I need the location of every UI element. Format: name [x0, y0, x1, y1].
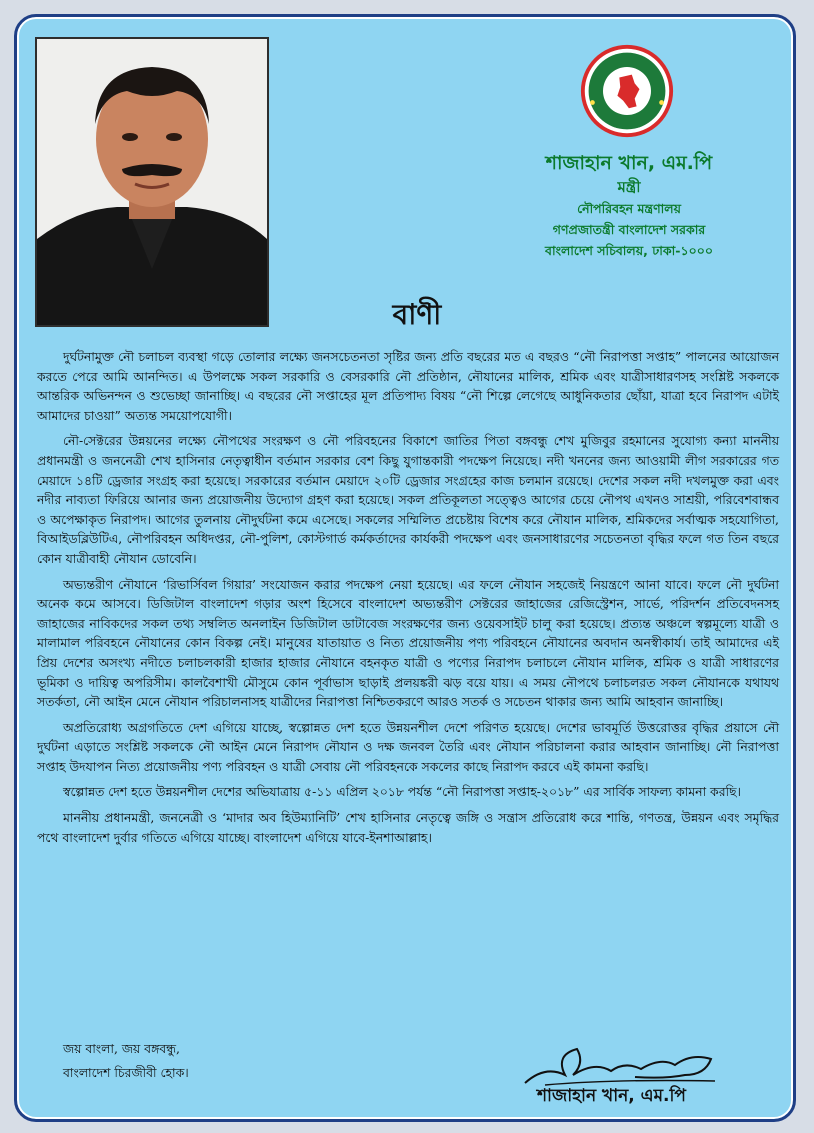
- paragraph: মাননীয় প্রধানমন্ত্রী, জননেত্রী ও ‘মাদার অব হিউম্যানিটি’ শেখ হাসিনার নেতৃত্বে জঙ্গি ও সন্ত্রাস প্রতিরোধ করে শান্তি, গণতন্ত্র, উন্নয়ন এবং সমৃদ্ধির পথে বাংলাদেশ দুর্বার গতিতে এগিয়ে যাচ্ছে। বাংলাদেশ এগিয়ে যাবে-ইনশাআল্লাহ।: [37, 810, 779, 845]
- signature-name: শাজাহান খান, এম.পি: [537, 1086, 686, 1106]
- government-seal-icon: [579, 43, 675, 139]
- paragraph: দুর্ঘটনামুক্ত নৌ চলাচল ব্যবস্থা গড়ে তোলার লক্ষ্যে জনসচেতনতা সৃষ্টির জন্য প্রতি বছরের মত এ বছরও “নৌ নিরাপত্তা সপ্তাহ” পালনের আয়োজন করতে পেরে আমি আনন্দিত। এ উপলক্ষে সকল সরকারি ও বেসরকারি নৌ প্রতিষ্ঠান, নৌযানের মালিক, শ্রমিক এবং যাত্রীসাধারণসহ সংশ্লিষ্ট সকলকে আন্তরিক অভিনন্দন ও শুভেচ্ছা জানাচ্ছি। এ বছরের নৌ সপ্তাহের মূল প্রতিপাদ্য বিষয় “নৌ শিল্পে লেগেছে আধুনিকতার ছোঁয়া, যাত্রা হবে নিরাপদ এটাই আমাদের চাওয়া” অত্যন্ত সময়োপযোগী।: [37, 349, 779, 423]
- paragraph: স্বল্পোন্নত দেশ হতে উন্নয়নশীল দেশের অভিযাত্রায় ৫-১১ এপ্রিল ২০১৮ পর্যন্ত “নৌ নিরাপত্তা সপ্তাহ-২০১৮” এর সার্বিক সাফল্য কামনা করছি।: [63, 784, 741, 800]
- closing-line-1: জয় বাংলা, জয় বঙ্গবন্ধু,: [63, 1041, 180, 1056]
- minister-portrait: [35, 37, 269, 327]
- minister-title: মন্ত্রী: [617, 178, 641, 196]
- portrait-image: [37, 39, 267, 325]
- closing-lines: [63, 1037, 189, 1085]
- message-card: [14, 14, 796, 1122]
- minister-header: [479, 150, 779, 261]
- paragraph: অভ্যন্তরীণ নৌযানে ‘রিভার্সিবল গিয়ার’ সংযোজন করার পদক্ষেপ নেয়া হয়েছে। এর ফলে নৌযান সহজেই নিয়ন্ত্রণে আনা যাবে। ফলে নৌ দুর্ঘটনা অনেক কমে আসবে। ডিজিটাল বাংলাদেশ গড়ার অংশ হিসেবে বাংলাদেশ অভ্যন্তরীণ সেক্টরের জাহাজের রেজিস্ট্রেশন, সার্ভে, পরিদর্শন প্রতিবেদনসহ জাহাজের নাবিকদের সকল তথ্য সম্বলিত অনলাইন ডিজিটাল ডাটাবেজ সংরক্ষণের জন্য ওয়েবসাইট চালু করা হয়েছে। প্রত্যন্ত অঞ্চলে স্বল্পমূল্যে যাত্রী ও মালামাল পরিবহনে নৌযানের কোন বিকল্প নেই। মানুষের যাতায়াত ও নিত্য প্রয়োজনীয় পণ্য পরিবহনে নৌযানের অবদান অনস্বীকার্য। তাই আমাদের এই প্রিয় দেশের অসংখ্য নদীতে চলাচলকারী হাজার হাজার নৌযানে বহনকৃত যাত্রী ও পণ্যের নিরাপদ চলাচলে নৌযান মালিক, শ্রমিক ও যাত্রী সাধারণের ভূমিকা ও দায়িত্ব অপরিসীম। কালবৈশাখী মৌসুমে কোন পূর্বাভাস ছাড়াই প্রলয়ঙ্করী ঝড় বয়ে যায়। এ সময় নৌপথে চলাচলরত সকল নৌযানকে যথাযথ সতর্কতা, নৌ আইন মেনে নৌযান পরিচালনাসহ যাত্রীদের নিরাপত্তা নিশ্চিতকরণে আরও সতর্ক ও সচেতন থাকার জন্য আমি আহবান জানাচ্ছি।: [37, 576, 779, 710]
- paragraph: অপ্রতিরোধ্য অগ্রগতিতে দেশ এগিয়ে যাচ্ছে, স্বল্পোন্নত দেশ হতে উন্নয়নশীল দেশে পরিণত হয়েছে। দেশের ভাবমূর্তি উত্তরোত্তর বৃদ্ধির প্রয়াসে নৌ দুর্ঘটনা এড়াতে সংশ্লিষ্ট সকলকে নৌ আইন মেনে নিরাপদ নৌযান ও দক্ষ জনবল তৈরি এবং নৌযান পরিচালনা করার আহবান জানাচ্ছি। নৌ নিরাপত্তা সপ্তাহ উদযাপন নিত্য প্রয়োজনীয় পণ্য পরিবহন ও যাত্রী সেবায় নৌ পরিবহনকে সকলের কাছে নিরাপদ করবে এই কামনা করছি।: [37, 719, 779, 774]
- minister-name: শাজাহান খান, এম.পি: [545, 152, 713, 174]
- ministry-name: নৌপরিবহন মন্ত্রণালয়: [577, 201, 681, 216]
- paragraph: নৌ-সেক্টরের উন্নয়নের লক্ষ্যে নৌপথের সংরক্ষণ ও নৌ পরিবহনের বিকাশে জাতির পিতা বঙ্গবন্ধু শেখ মুজিবুর রহমানের সুযোগ্য কন্যা মাননীয় প্রধানমন্ত্রী ও জননেত্রী শেখ হাসিনার নেতৃত্বাধীন বর্তমান সরকার বেশ কিছু যুগান্তকারী পদক্ষেপ নিয়েছে। নদী খননের জন্য আওয়ামী লীগ সরকারের গত মেয়াদে ১৪টি ড্রেজার সংগ্রহ করা হয়েছে। সরকারের বর্তমান মেয়াদে ২০টি ড্রেজার সংগ্রহের কাজ চলমান রয়েছে। দেশের সকল নদী দখলমুক্ত করা এবং নদীর নাব্যতা ফিরিয়ে আনার জন্য প্রয়োজনীয় উদ্যোগ গ্রহণ করা হয়েছে। সকল প্রতিকূলতা সত্ত্বেও আগের চেয়ে নৌপথ এখনও সাশ্রয়ী, পরিবেশবান্ধব ও অপেক্ষাকৃত নিরাপদ। আগের তুলনায় নৌদুর্ঘটনা কমে এসেছে। সকলের সম্মিলিত প্রচেষ্টায় বিশেষ করে নৌযান মালিক, শ্রমিকদের সর্বাত্মক সহযোগিতা, বিআইডব্লিউটিএ, নৌপরিবহন অধিদপ্তর, নৌ-পুলিশ, কোস্টগার্ড কর্মকর্তাদের কার্যকরী পদক্ষেপ এবং জনসাধারণের সচেতনতা বৃদ্ধির ফলে গত তিন বছরে কোন যাত্রীবাহী নৌযান ডোবেনি।: [37, 433, 779, 566]
- closing-line-2: বাংলাদেশ চিরজীবী হোক।: [63, 1065, 189, 1080]
- office-address: বাংলাদেশ সচিবালয়, ঢাকা-১০০০: [545, 243, 713, 258]
- page-title: বাণী: [392, 298, 442, 331]
- message-body: [37, 347, 779, 853]
- government-name: গণপ্রজাতন্ত্রী বাংলাদেশ সরকার: [552, 222, 706, 237]
